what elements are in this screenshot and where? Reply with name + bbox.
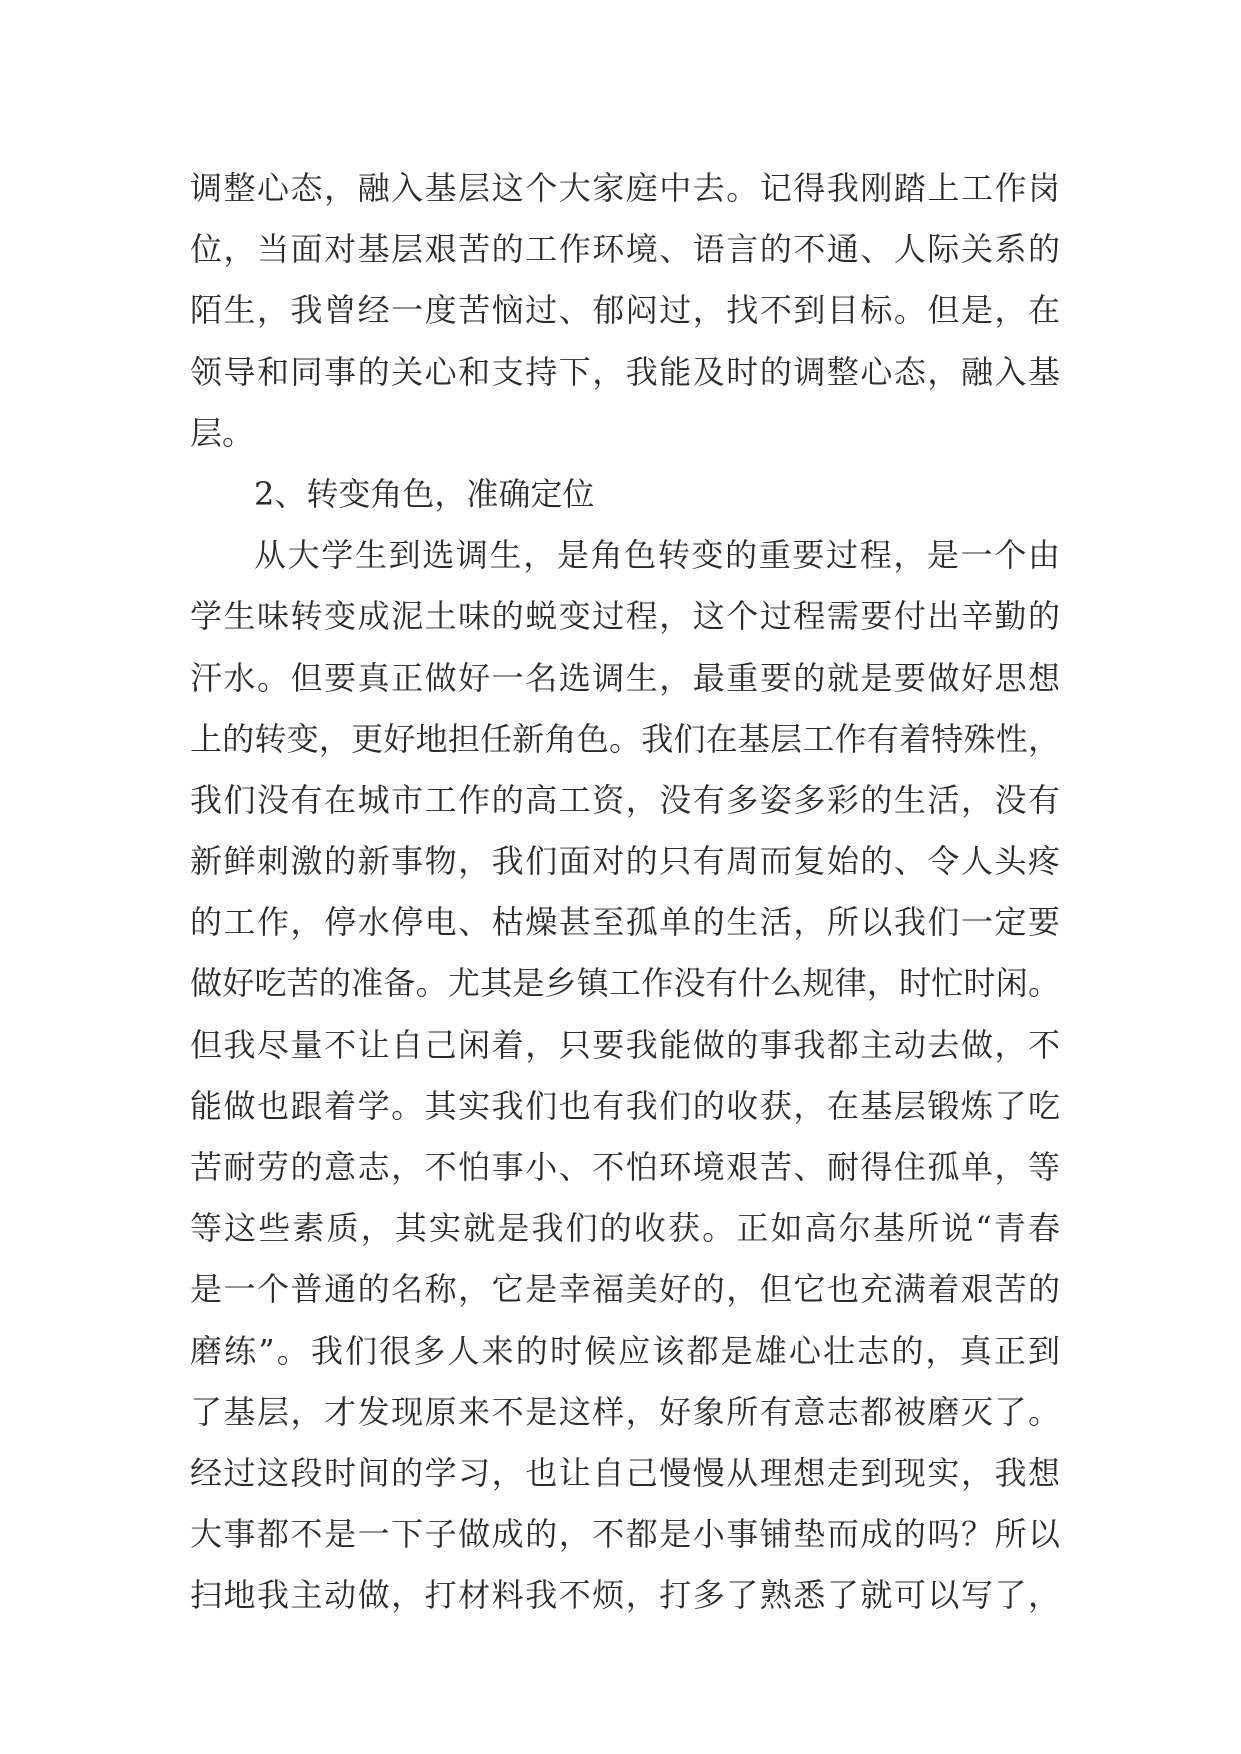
paragraph-adjust-mindset: [190, 158, 1060, 464]
paragraph-role-change: [190, 525, 1060, 1626]
text-line: 上的转变，更好地担任新角色。我们在基层工作有着特殊性，: [190, 719, 1060, 758]
text-line: 了基层，才发现原来不是这样，好象所有意志都被磨灭了。: [190, 1392, 1060, 1431]
text-line: 调整心态，融入基层这个大家庭中去。记得我刚踏上工作岗: [190, 169, 1060, 207]
text-line: 扫地我主动做，打材料我不烦，打多了熟悉了就可以写了，: [190, 1576, 1060, 1615]
document-body: [190, 158, 1060, 1627]
text-line: 位，当面对基层艰苦的工作环境、语言的不通、人际关系的: [190, 230, 1060, 269]
text-line: 学生味转变成泥土味的蜕变过程，这个过程需要付出辛勤的: [190, 597, 1060, 636]
text-line: 陌生，我曾经一度苦恼过、郁闷过，找不到目标。但是，在: [190, 291, 1060, 330]
text-line: 我们没有在城市工作的高工资，没有多姿多彩的生活，没有: [190, 780, 1060, 819]
text-line: 从大学生到选调生，是角色转变的重要过程，是一个由: [254, 536, 1060, 575]
text-line: 磨练”。我们很多人来的时候应该都是雄心壮志的，真正到: [190, 1331, 1060, 1370]
text-line: 领导和同事的关心和支持下，我能及时的调整心态，融入基: [190, 352, 1060, 391]
text-line: 能做也跟着学。其实我们也有我们的收获，在基层锻炼了吃: [190, 1086, 1060, 1125]
section-heading: 2、转变角色，准确定位: [254, 474, 595, 513]
text-line: 新鲜刺激的新事物，我们面对的只有周而复始的、令人头疼: [190, 842, 1060, 881]
text-line: 的工作，停水停电、枯燥甚至孤单的生活，所以我们一定要: [190, 903, 1060, 942]
text-line: 苦耐劳的意志，不怕事小、不怕环境艰苦、耐得住孤单，等: [190, 1148, 1060, 1186]
text-line: 汗水。但要真正做好一名选调生，最重要的就是要做好思想: [190, 658, 1060, 697]
text-line: 经过这段时间的学习，也让自己慢慢从理想走到现实，我想: [190, 1453, 1060, 1492]
text-line: 是一个普通的名称，它是幸福美好的，但它也充满着艰苦的: [190, 1270, 1060, 1309]
text-line: 等这些素质，其实就是我们的收获。正如高尔基所说“青春: [190, 1209, 1060, 1248]
text-line: 做好吃苦的准备。尤其是乡镇工作没有什么规律，时忙时闲。: [190, 964, 1060, 1003]
text-line: 但我尽量不让自己闲着，只要我能做的事我都主动去做，不: [190, 1025, 1060, 1064]
text-line: 大事都不是一下子做成的，不都是小事铺垫而成的吗？所以: [190, 1515, 1060, 1554]
text-line: 层。: [190, 413, 255, 452]
